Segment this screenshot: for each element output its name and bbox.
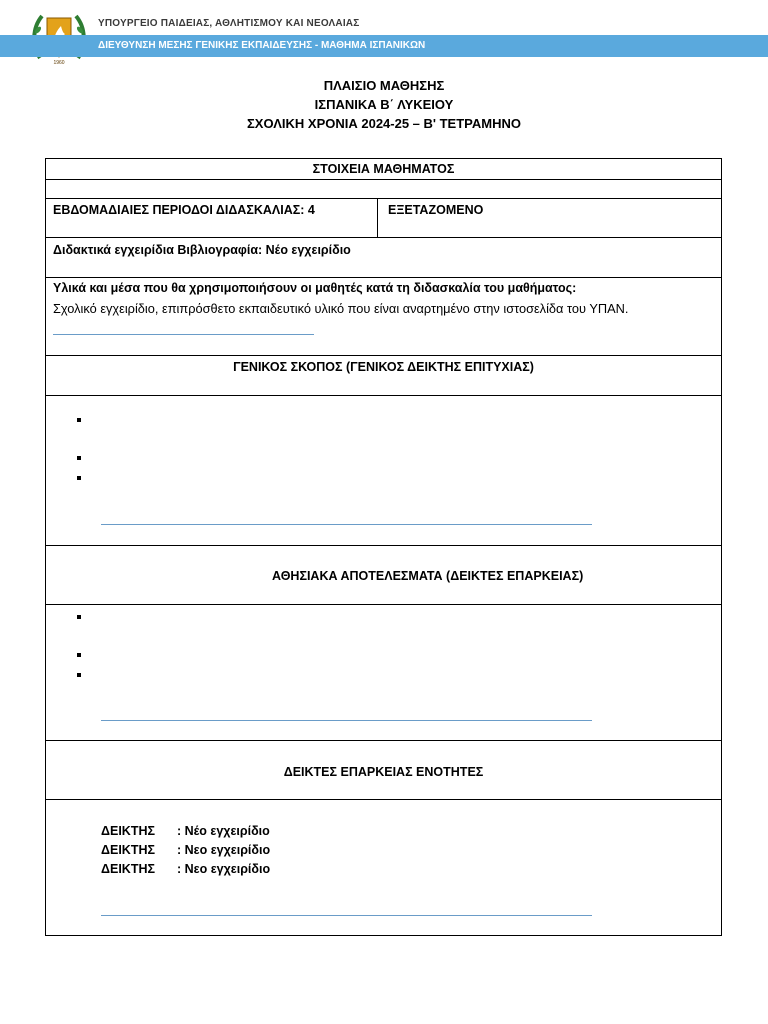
divider-line (101, 720, 592, 721)
divider-line (101, 915, 592, 916)
materials-row (46, 278, 721, 356)
department-band (0, 35, 768, 57)
learning-framework-table (45, 158, 722, 936)
indicator-label: ΔΕΙΚΤΗΣ (101, 862, 155, 876)
course-info-heading-row (46, 159, 721, 180)
document-titles (0, 76, 768, 133)
indicator-label: ΔΕΙΚΤΗΣ (101, 824, 155, 838)
title-line-1: ΠΛΑΙΣΙΟ ΜΑΘΗΣΗΣ (323, 78, 445, 93)
course-info-heading: ΣΤΟΙΧΕΙΑ ΜΑΘΗΜΑΤΟΣ (312, 162, 455, 176)
ministry-name: ΥΠΟΥΡΓΕΙΟ ΠΑΙΔΕΙΑΣ, ΑΘΛΗΤΙΣΜΟΥ ΚΑΙ ΝΕΟΛΑΙΑΣ (98, 18, 360, 29)
general-aim-heading-row (46, 356, 721, 396)
bullet-marker (77, 476, 81, 480)
textbooks-text: Διδακτικά εγχειρίδια Βιβλιογραφία: Νέο εγχειρίδιο (53, 243, 351, 257)
periods-row (46, 199, 721, 238)
indicator-value: : Νεο εγχειρίδιο (177, 843, 271, 857)
indicators-content-row (46, 800, 721, 935)
divider-line (101, 524, 592, 525)
outcomes-heading: ΑΘΗΣΙΑΚΑ ΑΠΟΤΕΛΕΣΜΑΤΑ (ΔΕΙΚΤΕΣ ΕΠΑΡΚΕΙΑΣ) (272, 569, 584, 583)
department-name: ΔΙΕΥΘΥΝΣΗ ΜΕΣΗΣ ΓΕΝΙΚΗΣ ΕΚΠΑΙΔΕΥΣΗΣ - ΜΑΘΗΜΑ ΙΣΠΑΝΙΚΩΝ (98, 40, 426, 51)
column-divider (377, 199, 378, 237)
indicators-heading: ΔΕΙΚΤΕΣ ΕΠΑΡΚΕΙΑΣ ΕΝΟΤΗΤΕΣ (283, 765, 484, 779)
svg-text:1960: 1960 (53, 60, 65, 66)
bullet-marker (77, 653, 81, 657)
outcomes-heading-row (46, 546, 721, 605)
materials-text: Σχολικό εγχειρίδιο, επιπρόσθετο εκπαιδευτικό υλικό που είναι αναρτημένο στην ιστοσελίδα του ΥΠΑΝ. (53, 301, 629, 316)
bullet-marker (77, 615, 81, 619)
bullet-marker (77, 456, 81, 460)
title-line-3: ΣΧΟΛΙΚΗ ΧΡΟΝΙΑ 2024-25 – Β' ΤΕΤΡΑΜΗΝΟ (247, 116, 521, 131)
materials-heading: Υλικά και μέσα που θα χρησιμοποιήσουν οι μαθητές κατά τη διδασκαλία του μαθήματος: (53, 281, 577, 295)
indicator-value: : Νέο εγχειρίδιο (177, 824, 270, 838)
weekly-periods: ΕΒΔΟΜΑΔΙΑΙΕΣ ΠΕΡΙΟΔΟΙ ΔΙΔΑΣΚΑΛΙΑΣ: 4 (53, 203, 315, 217)
document-header (0, 0, 768, 70)
general-aim-heading: ΓΕΝΙΚΟΣ ΣΚΟΠΟΣ (ΓΕΝΙΚΟΣ ΔΕΙΚΤΗΣ ΕΠΙΤΥΧΙΑΣ) (233, 360, 534, 374)
outcomes-content-row (46, 605, 721, 741)
indicator-label: ΔΕΙΚΤΗΣ (101, 843, 155, 857)
divider-line (53, 334, 314, 335)
bullet-marker (77, 418, 81, 422)
examined-label: ΕΞΕΤΑΖΟΜΕΝΟ (388, 203, 484, 217)
title-line-2: ΙΣΠΑΝΙΚΑ Β΄ ΛΥΚΕΙΟΥ (314, 97, 454, 112)
textbooks-row (46, 238, 721, 278)
empty-row (46, 180, 721, 199)
indicators-heading-row (46, 741, 721, 800)
bullet-marker (77, 673, 81, 677)
general-aim-content-row (46, 396, 721, 546)
indicator-value: : Νεο εγχειρίδιο (177, 862, 271, 876)
